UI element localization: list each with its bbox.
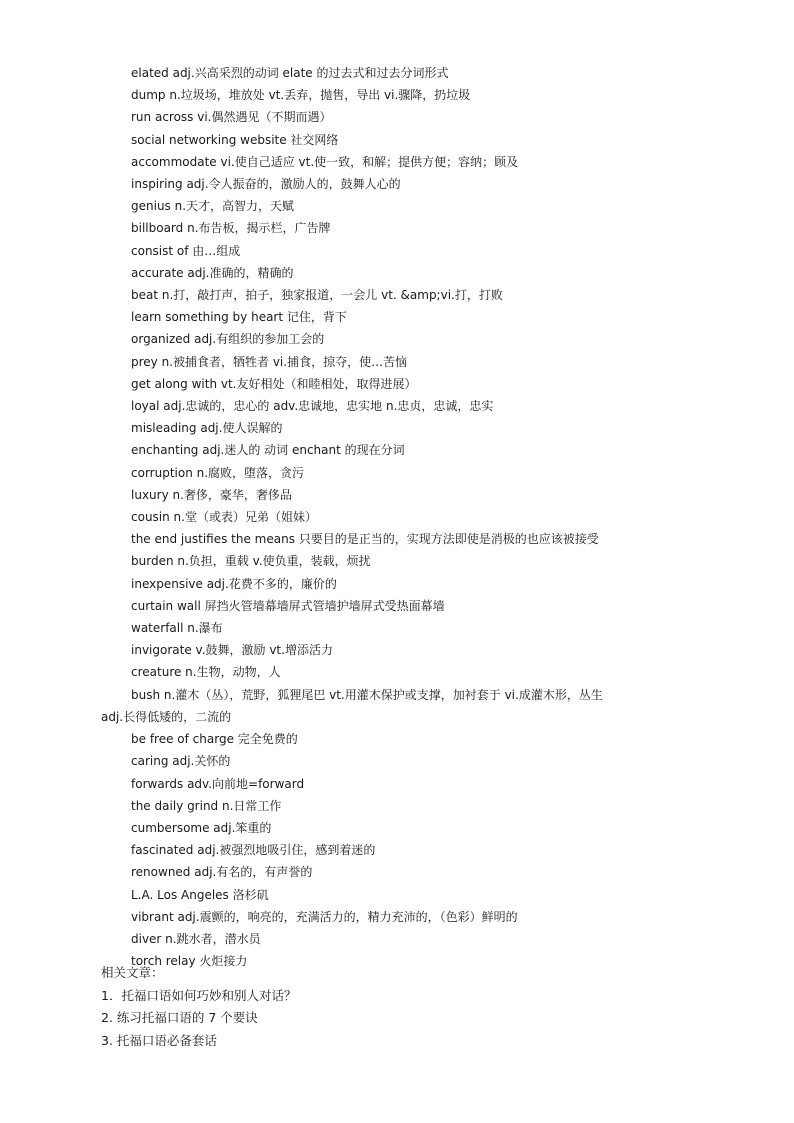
vocab-entry: waterfall n.瀑布	[131, 621, 223, 636]
vocab-entry: elated adj.兴高采烈的动词 elate 的过去式和过去分词形式	[131, 66, 449, 80]
vocab-entry: enchanting adj.迷人的 动词 enchant 的现在分词	[131, 443, 405, 458]
related-article-link[interactable]	[101, 985, 296, 1008]
vocab-entry: renowned adj.有名的，有声誉的	[131, 865, 313, 880]
vocab-entry: organized adj.有组织的参加工会的	[131, 332, 325, 347]
vocab-entry: billboard n.布告板，揭示栏，广告牌	[131, 221, 331, 236]
vocab-entry: the daily grind n.日常工作	[131, 798, 282, 813]
vocab-entry: beat n.打，敲打声，拍子，独家报道，一会儿 vt. &amp;vi.打，打败	[131, 288, 503, 303]
vocab-entry: cousin n.堂（或表）兄弟（姐妹）	[131, 510, 317, 525]
vocab-entry: creature n.生物，动物，人	[131, 665, 281, 680]
vocab-entry: invigorate v.鼓舞，激励 vt.增添活力	[131, 643, 333, 658]
related-articles-heading: 相关文章：	[101, 965, 164, 980]
vocab-entry: social networking website 社交网络	[131, 132, 339, 147]
vocab-entry: forwards adv.向前地=forward	[131, 776, 305, 791]
vocab-entry: fascinated adj.被强烈地吸引住，感到着迷的	[131, 843, 376, 858]
vocab-entry: accurate adj.准确的，精确的	[131, 265, 294, 280]
related-article-link-text[interactable]: 2. 练习托福口语的 7 个要诀	[101, 1010, 258, 1025]
vocab-entry: loyal adj.忠诚的，忠心的 adv.忠诚地，忠实地 n.忠贞，忠诚，忠实	[131, 399, 494, 414]
vocab-entry: L.A. Los Angeles 洛杉矶	[131, 887, 269, 902]
vocab-entry: get along with vt.友好相处（和睦相处，取得进展）	[131, 376, 417, 391]
vocab-entry-continuation: adj.长得低矮的，二流的	[101, 709, 232, 724]
vocab-entry: consist of 由…组成	[131, 243, 241, 258]
vocab-entry: learn something by heart 记住，背下	[131, 310, 347, 325]
vocab-entry: be free of charge 完全免费的	[131, 732, 298, 747]
vocab-entry: the end justifies the means 只要目的是正当的，实现方法即使是消极的也应该被接受	[131, 532, 599, 547]
vocab-entry: run across vi.偶然遇见（不期而遇）	[131, 110, 332, 125]
vocab-entry: cumbersome adj.笨重的	[131, 820, 272, 835]
related-article-link-text[interactable]: 3. 托福口语必备套话	[101, 1032, 217, 1048]
vocab-entry: dump n.垃圾场，堆放处 vt.丢弃，抛售，导出 vi.骤降，扔垃圾	[131, 88, 471, 103]
vocab-entry: curtain wall 屏挡火管墙幕墙屏式管墙护墙屏式受热面幕墙	[131, 598, 445, 613]
vocab-entry: accommodate vi.使自己适应 vt.使一致，和解；提供方便；容纳；顾及	[131, 154, 519, 169]
vocab-entry-line: bush n.灌木（丛），荒野，狐狸尾巴 vt.用灌木保护或支撑，加衬套于 vi.成灌木形，丛生	[131, 687, 603, 702]
vocab-entry: genius n.天才，高智力，天赋	[131, 199, 295, 214]
vocab-entry: inspiring adj.令人振奋的，激励人的，鼓舞人心的	[131, 177, 401, 192]
related-article-link[interactable]	[101, 1030, 296, 1053]
vocab-entry: luxury n.奢侈，豪华，奢侈品	[131, 487, 292, 502]
vocabulary-list	[101, 62, 751, 972]
vocab-entry: vibrant adj.震颤的，响亮的，充满活力的，精力充沛的，（色彩）鲜明的	[131, 909, 518, 924]
vocab-entry: diver n.跳水者，潜水员	[131, 931, 261, 946]
vocab-entry-bush	[101, 684, 751, 728]
vocab-entry: inexpensive adj.花费不多的，廉价的	[131, 576, 337, 591]
vocab-entry: burden n.负担，重载 v.使负重，装载，烦扰	[131, 554, 371, 569]
vocab-entry: misleading adj.使人误解的	[131, 421, 283, 436]
vocab-entry: caring adj.关怀的	[131, 754, 231, 769]
related-article-link-text[interactable]: 1．托福口语如何巧妙和别人对话？	[101, 987, 297, 1003]
vocab-entry: corruption n.腐败，堕落，贪污	[131, 465, 305, 480]
related-article-link[interactable]	[101, 1007, 296, 1030]
vocab-entry: torch relay 火炬接力	[131, 954, 248, 969]
vocab-entry: prey n.被捕食者，牺牲者 vi.捕食，掠夺，使…苦恼	[131, 354, 408, 369]
related-articles	[101, 962, 296, 1052]
